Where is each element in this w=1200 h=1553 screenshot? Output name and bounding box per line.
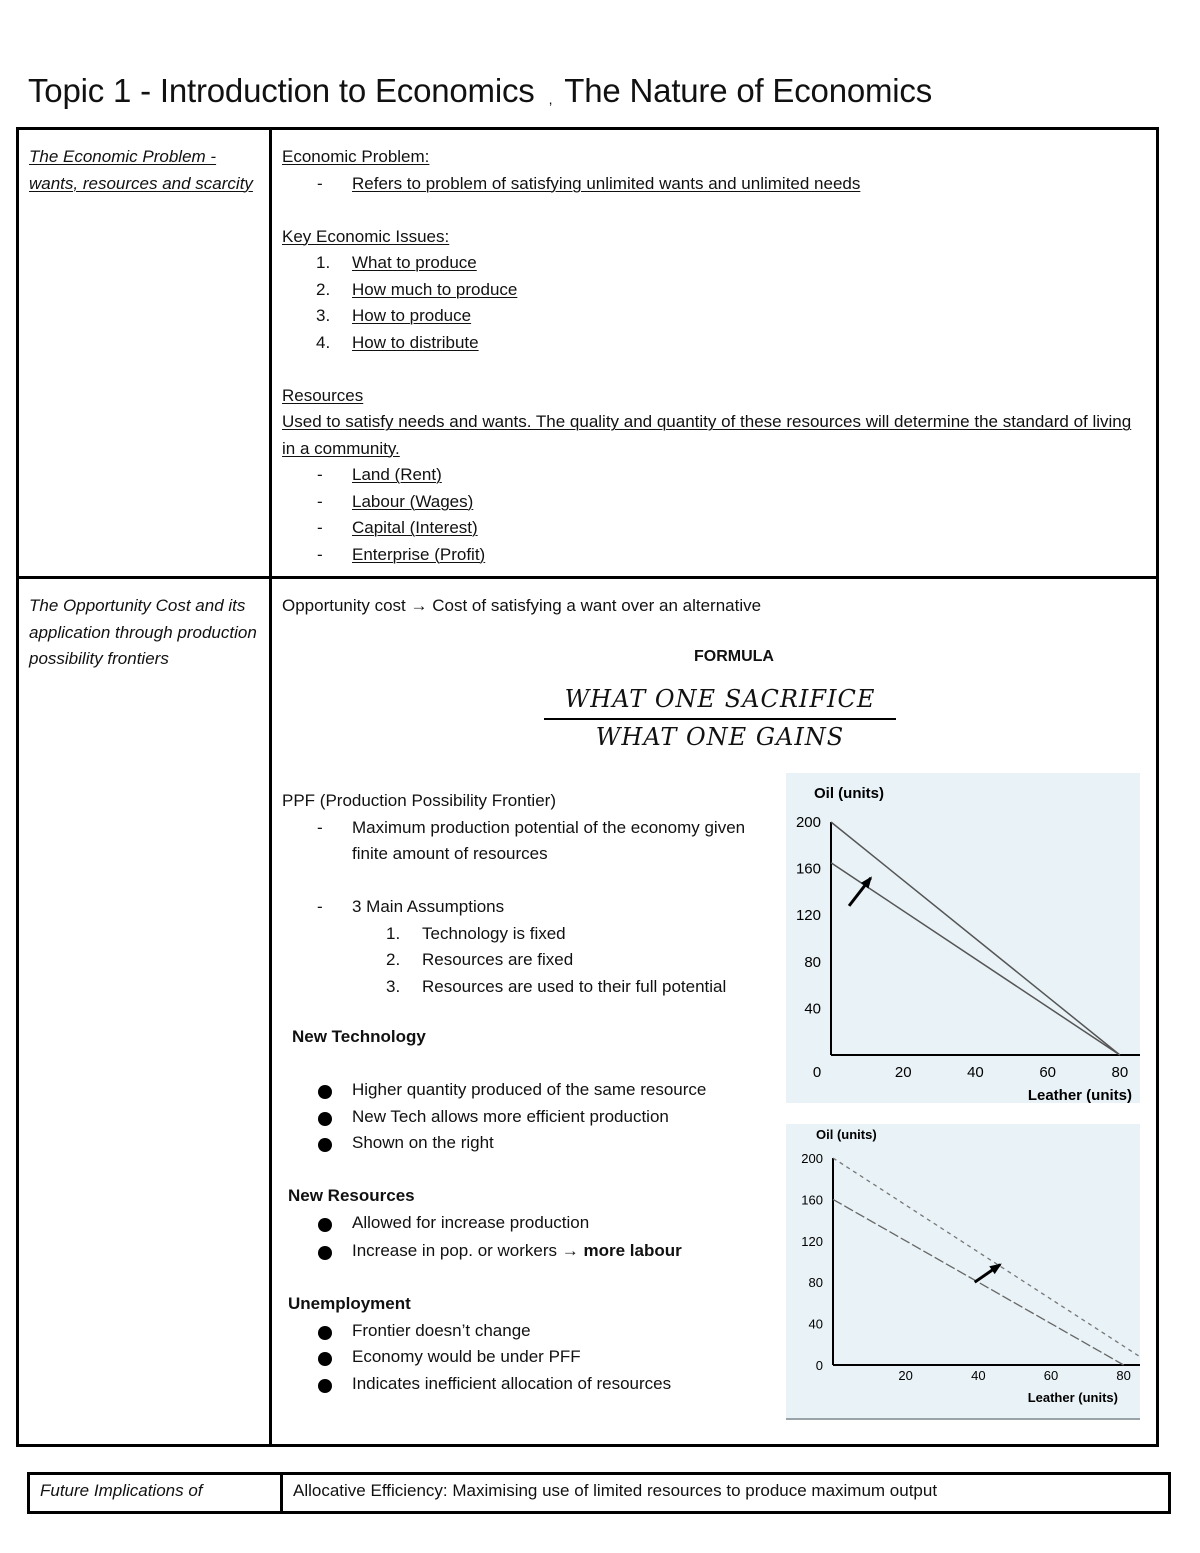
list-item: Frontier doesn’t change <box>282 1318 1146 1345</box>
x-axis-label: Leather (units) <box>1027 1087 1132 1103</box>
list-item: 1. Technology is fixed <box>386 923 566 943</box>
allocative-efficiency-text: Allocative Efficiency: Maximising use of limited resources to produce maximum output <box>282 1474 1170 1513</box>
chart-underline <box>786 1418 1140 1420</box>
y-tick-label: 120 <box>795 907 821 925</box>
list-item: 3. Resources are used to their full potential <box>386 976 727 996</box>
y-tick-label: 160 <box>795 860 821 878</box>
list-item: Indicates inefficient allocation of resources <box>282 1371 1146 1398</box>
economic-problem-heading: Economic Problem: <box>282 147 430 166</box>
formula-numerator: WHAT ONE SACRIFICE <box>544 682 896 720</box>
list-item: 2. How much to produce <box>316 279 518 299</box>
topic-future-implications: Future Implications of <box>29 1474 282 1513</box>
list-item: - Capital (Interest) <box>282 515 1146 542</box>
y-tick-label: 80 <box>804 953 821 971</box>
list-item: - Enterprise (Profit) <box>282 542 1146 569</box>
ppf-line <box>833 1158 1140 1365</box>
unemployment-heading: Unemployment <box>288 1294 411 1313</box>
arrow-icon: → <box>561 1241 579 1260</box>
ppf-line <box>831 863 1120 1055</box>
list-item: New Tech allows more efficient production <box>282 1104 1146 1131</box>
x-tick-label: 80 <box>1116 1368 1131 1383</box>
new-technology-heading: New Technology <box>292 1027 426 1046</box>
economic-problem-definition: Refers to problem of satisfying unlimited wants and unlimited needs <box>352 173 861 193</box>
list-item: Increase in pop. or workers → more labour <box>282 1238 1146 1265</box>
x-axis-label: Leather (units) <box>1027 1390 1118 1405</box>
y-axis-label: Oil (units) <box>814 785 884 802</box>
formula-denominator: WHAT ONE GAINS <box>595 723 845 751</box>
resources-heading: Resources <box>282 385 364 405</box>
y-tick-label: 80 <box>808 1275 823 1291</box>
ppf-line <box>831 822 1120 1055</box>
ppf-line <box>833 1199 1124 1365</box>
topic-economic-problem: The Economic Problem - wants, resources and scarcity <box>29 147 253 193</box>
y-tick-label: 200 <box>801 1151 823 1166</box>
x-tick-label: 60 <box>1043 1368 1059 1383</box>
list-item: 3. How to produce <box>316 306 472 325</box>
opportunity-cost-line: Opportunity cost → Cost of satisfying a want over an alternative <box>282 596 762 615</box>
x-tick-label: 20 <box>894 1064 912 1081</box>
formula-fraction <box>544 682 896 754</box>
list-item: Higher quantity produced of the same resource <box>282 1077 1146 1104</box>
ppf-chart-technology <box>786 773 1140 1103</box>
x-tick-label: 80 <box>1111 1064 1129 1081</box>
list-item: 1. What to produce <box>316 253 477 272</box>
list-item: Economy would be under PFF <box>282 1344 1146 1371</box>
y-tick-label: 0 <box>815 1358 823 1373</box>
ppf-heading: PPF (Production Possibility Frontier) <box>282 791 556 810</box>
topic-cell <box>18 578 271 1446</box>
title-separator: , <box>548 91 553 107</box>
topic-cell <box>18 129 271 578</box>
x-tick-label: 40 <box>971 1368 986 1383</box>
bottom-table <box>27 1472 1171 1514</box>
resources-description: Used to satisfy needs and wants. The quality and quantity of these resources will determine the standard of living in a community. <box>282 412 1132 458</box>
chart-svg <box>786 1124 1140 1420</box>
row-future-implications <box>29 1474 1170 1513</box>
list-item: Shown on the right <box>282 1130 1146 1157</box>
y-tick-label: 120 <box>801 1233 823 1249</box>
assumptions-heading: - 3 Main Assumptions <box>282 894 782 921</box>
arrow-icon: → <box>410 596 428 615</box>
ppf-section <box>282 788 782 1000</box>
title-main: Topic 1 - Introduction to Economics <box>28 72 535 109</box>
x-tick-label: 60 <box>1039 1064 1057 1081</box>
y-tick-label: 40 <box>808 1316 823 1332</box>
list-item: Allowed for increase production <box>282 1210 1146 1237</box>
y-tick-label: 200 <box>795 814 821 831</box>
x-tick-label: 40 <box>967 1064 984 1081</box>
formula-heading: FORMULA <box>694 647 774 665</box>
chart-svg <box>786 773 1140 1103</box>
y-axis-label: Oil (units) <box>816 1127 877 1142</box>
list-item: 4. How to distribute <box>316 332 479 352</box>
y-tick-label: 40 <box>804 1000 821 1018</box>
x-tick-label: 0 <box>812 1064 822 1081</box>
x-tick-label: 20 <box>898 1368 913 1383</box>
key-issues-heading: Key Economic Issues: <box>282 226 450 246</box>
title-sub: The Nature of Economics <box>564 72 933 109</box>
row-economic-problem <box>18 129 1158 578</box>
y-tick-label: 160 <box>801 1192 823 1208</box>
ppf-definition: - Maximum production potential of the economy given finite amount of resources <box>282 815 782 868</box>
list-item: - Land (Rent) <box>282 462 1146 489</box>
list-item: - Labour (Wages) <box>282 489 1146 516</box>
page-title <box>28 72 932 110</box>
list-item: 2. Resources are fixed <box>386 950 574 969</box>
content-cell <box>271 129 1158 578</box>
topic-opportunity-cost: The Opportunity Cost and its application through production possibility frontiers <box>29 596 257 668</box>
new-resources-heading: New Resources <box>288 1186 415 1205</box>
ppf-chart-resources <box>786 1124 1140 1420</box>
